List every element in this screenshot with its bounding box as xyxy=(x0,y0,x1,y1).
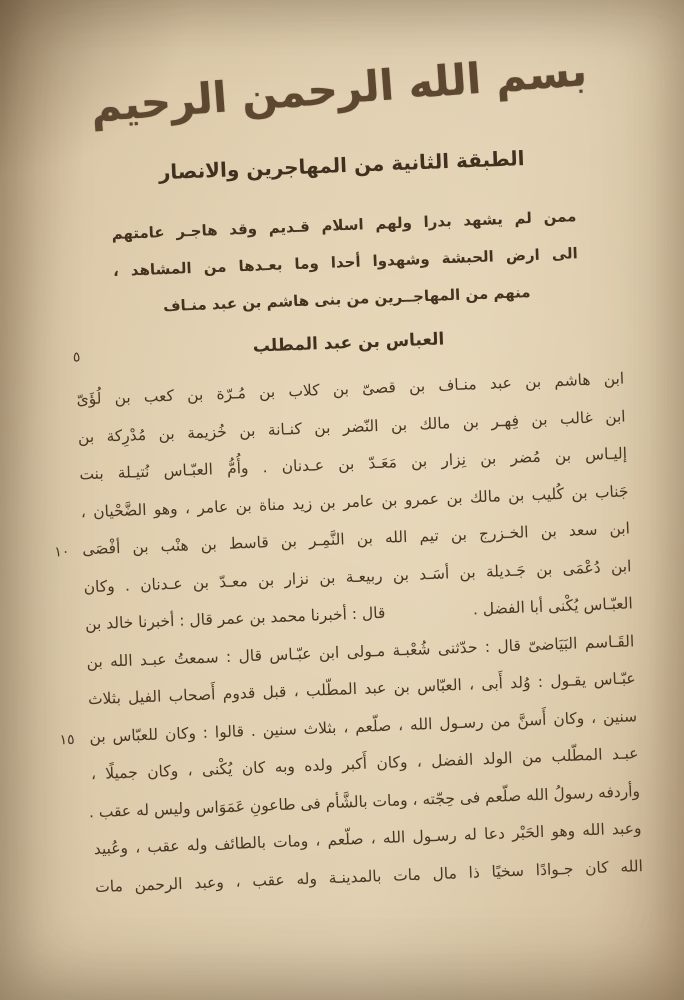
intro-line: الى ارض الحبشة وشهدوا أحدا وما بعـدها من المشاهد ، xyxy=(112,244,579,281)
body-line: ابن هاشم بن عبد منـاف بن قصىّ بن كلاب بن مُـرّة بن كعب بن لُؤَىّ xyxy=(76,369,625,409)
body-line: وأردفه رسولُ الله صلّعم فى حِجّته ، ومات بالشَّأم فى طاعونِ عَمَوَاس وليس له عقب . xyxy=(88,781,641,821)
body-line-segment: قال : أخبرنا محمد بن عمر قال : أخبرنا خالد بن xyxy=(84,603,386,634)
body-line: إليـاس بن مُضر بن نِزار بن مَعَـدّ بن عـدنان . وأُمُّ العبّـاس نُتيـلة بنت xyxy=(79,444,628,484)
intro-line: منهم من المهاجــرين من بنى هاشم بن عبد منـاف xyxy=(162,283,531,316)
body-line: ابن دُعْمَى بن جَـديلة بن أسَـد بن ربيعـة بن نزار بن معـدّ بن عـدنان . وكان xyxy=(83,556,632,596)
body-line: ابن غالب بن فِهـر بن مالك بن النّضر بن كنـانة بن خُزيمة بن مُدْرِكة بن xyxy=(77,406,626,446)
body-line: الله كان جـوادًا سخيًا ذا مال مات بالمدينـة وله عقب ، وعبد الرحمن مات xyxy=(94,856,644,896)
chapter-intro xyxy=(111,198,580,327)
bismillah-calligraphy: بسم الله الرحمن الرحيم xyxy=(88,46,589,132)
section-heading-row xyxy=(42,321,654,364)
margin-line-number-10: ١٠ xyxy=(54,543,70,561)
body-line: القَـاسم البَيَاضىّ قال : حدّثنى شُعْبـة مـولى ابن عبّـاس قال : سمعتُ عبـد الله بن xyxy=(86,631,635,671)
body-line-segment: العبّـاس يُكْنى أبا الفضل . xyxy=(472,594,634,619)
margin-line-number-5: ٥ xyxy=(72,349,81,366)
chapter-heading: الطبقة الثانية من المهاجرين والانصار xyxy=(158,146,525,185)
biography-heading: العباس بن عبد المطلب xyxy=(252,329,445,357)
body-line: جَناب بن كُليب بن مالك بن عمرو بن عامر بن زيد مناة بن عامر ، وهو الضَّحْيان ، xyxy=(80,481,629,521)
body-line: عبـد المطّلب من الولد الفضل ، وكان أَكبر ولده وبه كان يُكْنى ، وكان جميلًا ، xyxy=(90,744,639,784)
body-text xyxy=(54,360,644,906)
margin-line-number-15: ١٥ xyxy=(59,731,75,749)
body-line: عبّـاس يقـول : وُلد أَبى ، العبّاس بن عبد المطّلب ، قبل قدوم أَصحاب الفيل بثلاث xyxy=(87,669,636,709)
page-content xyxy=(31,27,675,908)
body-line: سنين ، وكان أَسنَّ من رسـول الله ، صلّعم ، بثلاث سنين . قالوا : وكان للعبّاس بن xyxy=(89,706,638,746)
intro-line: ممن لم يشهد بدرا ولهم اسلام قـديم وقد هاجـر عامتهم xyxy=(111,207,577,244)
body-line: وعبد الله وهو الحَبْر دعا له رسـول الله ، صلّعم ، ومات بالطائف وله عقب ، وعُبيد xyxy=(93,819,642,859)
body-line: ابن سعد بن الخـزرج بن تيم الله بن النَّمِـر بن قاسط بن هنْب بن أفْصَى xyxy=(81,519,631,559)
